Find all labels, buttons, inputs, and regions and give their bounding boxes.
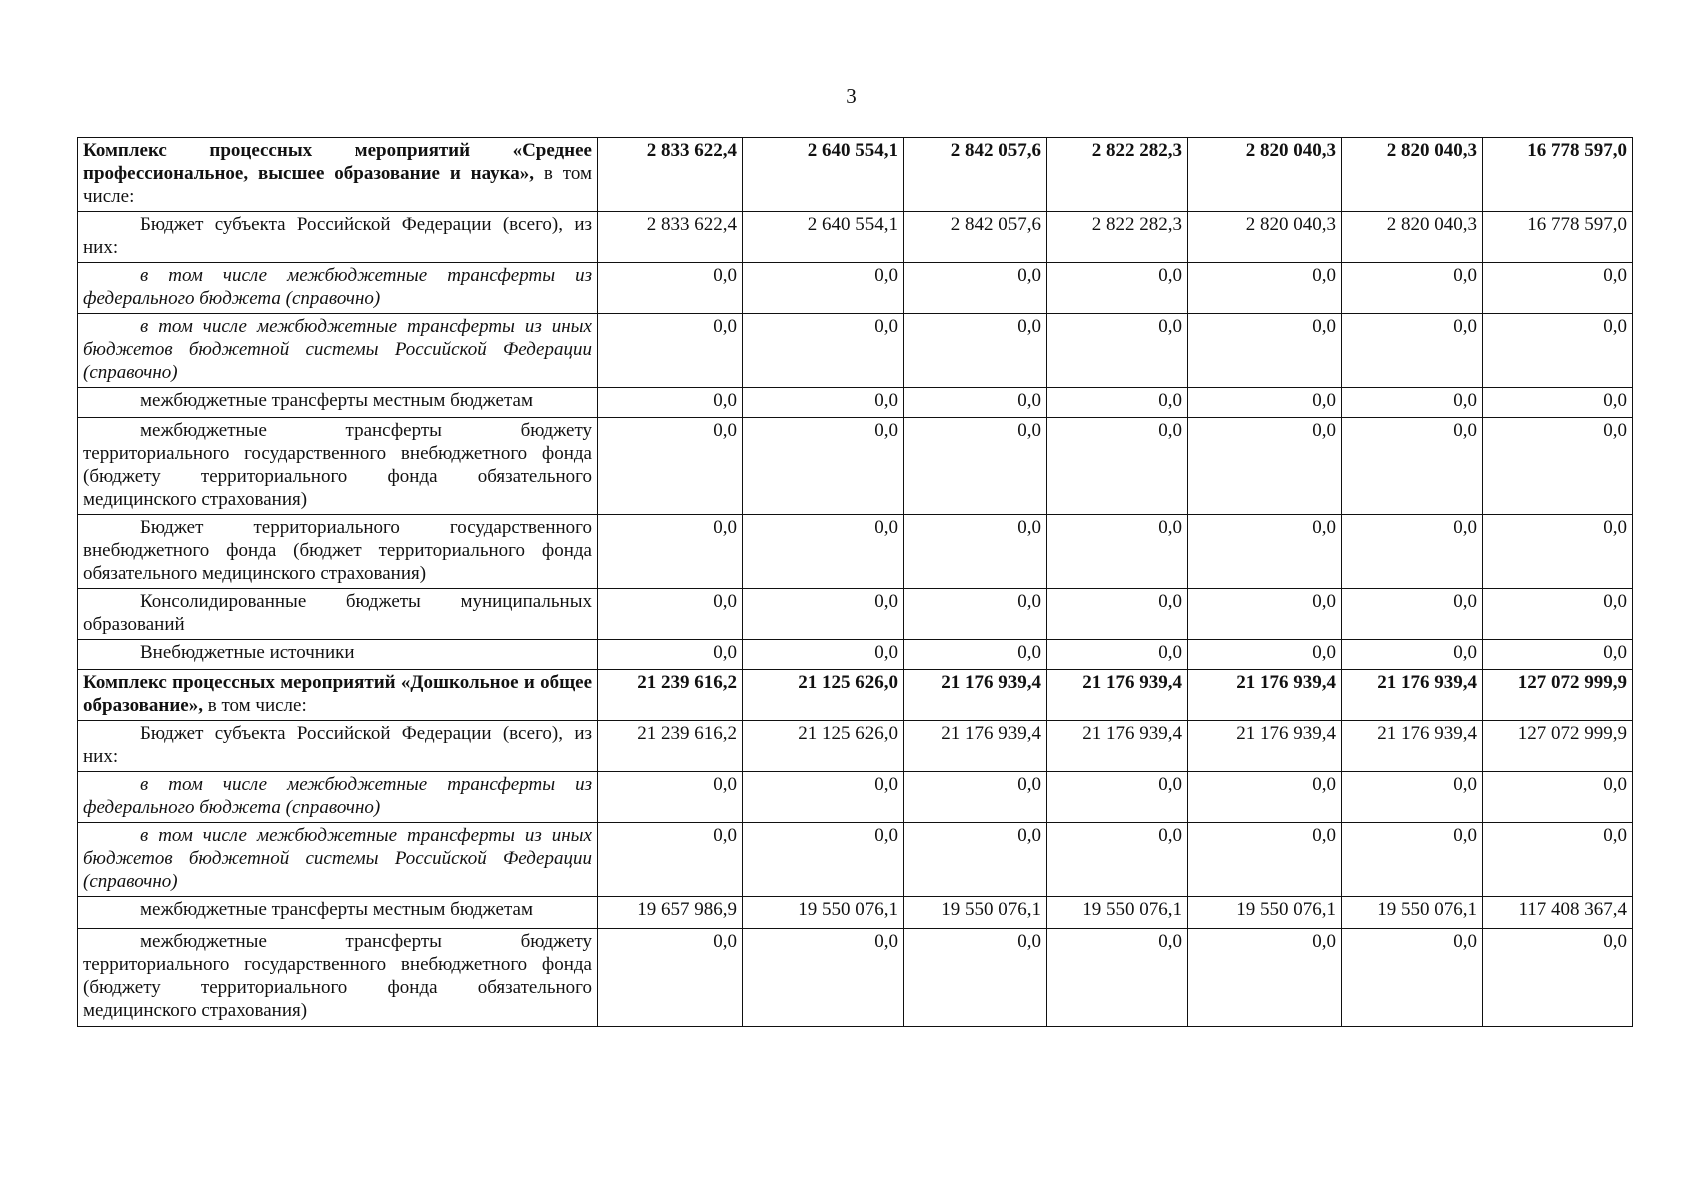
program-title: Комплекс процессных мероприятий «Среднее профессиональное, высшее образование и наука», xyxy=(83,140,592,184)
table-row xyxy=(78,929,1633,1027)
year-value-cell: 21 176 939,4 xyxy=(1342,670,1483,721)
row-label xyxy=(78,640,598,670)
row-label xyxy=(78,929,598,1027)
year-value-cell: 21 176 939,4 xyxy=(904,721,1047,772)
year-value-cell: 0,0 xyxy=(598,640,743,670)
year-value-cell: 21 176 939,4 xyxy=(1047,721,1188,772)
year-value-cell: 0,0 xyxy=(598,314,743,388)
year-value-cell: 2 640 554,1 xyxy=(743,212,904,263)
row-label xyxy=(78,670,598,721)
year-value-cell: 0,0 xyxy=(1047,772,1188,823)
year-value-cell: 21 176 939,4 xyxy=(904,670,1047,721)
budget-source-label: Бюджет субъекта Российской Федерации (всего), из них: xyxy=(83,723,592,767)
total-cell: 16 778 597,0 xyxy=(1483,212,1633,263)
row-label xyxy=(78,212,598,263)
year-value-cell: 0,0 xyxy=(1342,388,1483,418)
reference-label: в том числе межбюджетные трансферты из иных бюджетов бюджетной системы Российской Федерации (справочно) xyxy=(83,316,592,383)
year-value-cell: 0,0 xyxy=(598,589,743,640)
year-value-cell: 0,0 xyxy=(904,515,1047,589)
year-value-cell: 21 176 939,4 xyxy=(1047,670,1188,721)
year-value-cell: 0,0 xyxy=(743,640,904,670)
year-value-cell: 0,0 xyxy=(1342,929,1483,1027)
total-cell: 0,0 xyxy=(1483,589,1633,640)
year-value-cell: 21 176 939,4 xyxy=(1188,721,1342,772)
year-value-cell: 0,0 xyxy=(1047,640,1188,670)
row-label xyxy=(78,823,598,897)
year-value-cell: 0,0 xyxy=(1188,515,1342,589)
year-value-cell: 0,0 xyxy=(743,418,904,515)
year-value-cell: 2 820 040,3 xyxy=(1188,138,1342,212)
year-value-cell: 0,0 xyxy=(904,929,1047,1027)
year-value-cell: 0,0 xyxy=(598,263,743,314)
year-value-cell: 0,0 xyxy=(1047,515,1188,589)
year-value-cell: 0,0 xyxy=(904,418,1047,515)
total-cell: 0,0 xyxy=(1483,772,1633,823)
row-label xyxy=(78,515,598,589)
year-value-cell: 2 820 040,3 xyxy=(1342,212,1483,263)
page-number: 3 xyxy=(846,84,857,108)
total-cell: 0,0 xyxy=(1483,263,1633,314)
row-label xyxy=(78,263,598,314)
table-row xyxy=(78,772,1633,823)
year-value-cell: 2 640 554,1 xyxy=(743,138,904,212)
year-value-cell: 21 239 616,2 xyxy=(598,670,743,721)
year-value-cell: 0,0 xyxy=(1188,823,1342,897)
total-cell: 16 778 597,0 xyxy=(1483,138,1633,212)
year-value-cell: 0,0 xyxy=(1342,515,1483,589)
year-value-cell: 19 550 076,1 xyxy=(904,897,1047,929)
year-value-cell: 21 125 626,0 xyxy=(743,721,904,772)
year-value-cell: 0,0 xyxy=(743,263,904,314)
budget-table xyxy=(77,137,1633,1027)
year-value-cell: 0,0 xyxy=(743,388,904,418)
table-row xyxy=(78,515,1633,589)
row-label xyxy=(78,772,598,823)
reference-label: в том числе межбюджетные трансферты из федерального бюджета (справочно) xyxy=(83,774,592,818)
table-row-program xyxy=(78,138,1633,212)
year-value-cell: 0,0 xyxy=(904,772,1047,823)
table-row xyxy=(78,418,1633,515)
year-value-cell: 0,0 xyxy=(1047,314,1188,388)
year-value-cell: 0,0 xyxy=(1047,388,1188,418)
year-value-cell: 2 833 622,4 xyxy=(598,212,743,263)
year-value-cell: 2 833 622,4 xyxy=(598,138,743,212)
year-value-cell: 0,0 xyxy=(1047,418,1188,515)
year-value-cell: 0,0 xyxy=(1047,929,1188,1027)
total-cell: 0,0 xyxy=(1483,418,1633,515)
year-value-cell: 0,0 xyxy=(1342,314,1483,388)
total-cell: 127 072 999,9 xyxy=(1483,670,1633,721)
year-value-cell: 0,0 xyxy=(598,929,743,1027)
total-cell: 0,0 xyxy=(1483,823,1633,897)
table-row xyxy=(78,314,1633,388)
year-value-cell: 0,0 xyxy=(598,418,743,515)
table-row xyxy=(78,897,1633,929)
budget-source-label: межбюджетные трансферты местным бюджетам xyxy=(140,899,533,920)
year-value-cell: 2 820 040,3 xyxy=(1342,138,1483,212)
row-label xyxy=(78,388,598,418)
year-value-cell: 0,0 xyxy=(904,263,1047,314)
year-value-cell: 0,0 xyxy=(743,772,904,823)
year-value-cell: 2 820 040,3 xyxy=(1188,212,1342,263)
year-value-cell: 0,0 xyxy=(904,823,1047,897)
table-row xyxy=(78,640,1633,670)
year-value-cell: 2 842 057,6 xyxy=(904,212,1047,263)
table-row xyxy=(78,212,1633,263)
year-value-cell: 0,0 xyxy=(1188,314,1342,388)
total-cell: 0,0 xyxy=(1483,388,1633,418)
year-value-cell: 0,0 xyxy=(904,388,1047,418)
year-value-cell: 0,0 xyxy=(598,388,743,418)
year-value-cell: 0,0 xyxy=(598,772,743,823)
year-value-cell: 19 657 986,9 xyxy=(598,897,743,929)
reference-label: в том числе межбюджетные трансферты из иных бюджетов бюджетной системы Российской Федерации (справочно) xyxy=(83,825,592,892)
year-value-cell: 0,0 xyxy=(743,589,904,640)
year-value-cell: 0,0 xyxy=(743,314,904,388)
total-cell: 127 072 999,9 xyxy=(1483,721,1633,772)
year-value-cell: 19 550 076,1 xyxy=(1188,897,1342,929)
year-value-cell: 0,0 xyxy=(1188,772,1342,823)
total-cell: 0,0 xyxy=(1483,929,1633,1027)
year-value-cell: 0,0 xyxy=(1342,589,1483,640)
row-label xyxy=(78,721,598,772)
year-value-cell: 0,0 xyxy=(1188,388,1342,418)
year-value-cell: 0,0 xyxy=(904,589,1047,640)
table-row xyxy=(78,388,1633,418)
year-value-cell: 2 822 282,3 xyxy=(1047,138,1188,212)
table-row xyxy=(78,721,1633,772)
year-value-cell: 0,0 xyxy=(1188,640,1342,670)
row-label xyxy=(78,589,598,640)
year-value-cell: 0,0 xyxy=(743,929,904,1027)
year-value-cell: 0,0 xyxy=(598,515,743,589)
budget-source-label: межбюджетные трансферты бюджету территориального государственного внебюджетного фонда (бюджету территориального фонда обязательного медицинского страхования) xyxy=(83,420,592,510)
year-value-cell: 21 176 939,4 xyxy=(1342,721,1483,772)
year-value-cell: 0,0 xyxy=(1188,263,1342,314)
year-value-cell: 21 239 616,2 xyxy=(598,721,743,772)
total-cell: 0,0 xyxy=(1483,640,1633,670)
year-value-cell: 0,0 xyxy=(1047,263,1188,314)
year-value-cell: 0,0 xyxy=(1342,418,1483,515)
year-value-cell: 0,0 xyxy=(1342,263,1483,314)
year-value-cell: 0,0 xyxy=(743,823,904,897)
year-value-cell: 0,0 xyxy=(598,823,743,897)
total-cell: 0,0 xyxy=(1483,515,1633,589)
program-title-suffix: в том числе: xyxy=(83,163,592,207)
year-value-cell: 0,0 xyxy=(1188,418,1342,515)
year-value-cell: 21 176 939,4 xyxy=(1188,670,1342,721)
year-value-cell: 21 125 626,0 xyxy=(743,670,904,721)
year-value-cell: 19 550 076,1 xyxy=(1342,897,1483,929)
row-label xyxy=(78,418,598,515)
table-row-program xyxy=(78,670,1633,721)
year-value-cell: 0,0 xyxy=(1342,640,1483,670)
year-value-cell: 0,0 xyxy=(1047,589,1188,640)
year-value-cell: 2 842 057,6 xyxy=(904,138,1047,212)
budget-source-label: межбюджетные трансферты бюджету территориального государственного внебюджетного фонда (бюджету территориального фонда обязательного медицинского страхования) xyxy=(83,931,592,1021)
program-title: Комплекс процессных мероприятий «Дошкольное и общее образование», xyxy=(83,672,592,716)
total-cell: 117 408 367,4 xyxy=(1483,897,1633,929)
year-value-cell: 0,0 xyxy=(1188,589,1342,640)
year-value-cell: 0,0 xyxy=(743,515,904,589)
year-value-cell: 0,0 xyxy=(1342,772,1483,823)
row-label xyxy=(78,314,598,388)
budget-source-label: Бюджет субъекта Российской Федерации (всего), из них: xyxy=(83,214,592,258)
budget-source-label: межбюджетные трансферты местным бюджетам xyxy=(140,390,533,411)
budget-source-label: Консолидированные бюджеты муниципальных образований xyxy=(83,591,592,635)
year-value-cell: 0,0 xyxy=(1188,929,1342,1027)
reference-label: в том числе межбюджетные трансферты из федерального бюджета (справочно) xyxy=(83,265,592,309)
year-value-cell: 19 550 076,1 xyxy=(1047,897,1188,929)
table-row xyxy=(78,263,1633,314)
table-row xyxy=(78,589,1633,640)
budget-source-label: Внебюджетные источники xyxy=(140,642,355,663)
year-value-cell: 0,0 xyxy=(1047,823,1188,897)
budget-source-label: Бюджет территориального государственного внебюджетного фонда (бюджет территориального фонда обязательного медицинского страхования) xyxy=(83,517,592,584)
program-title-suffix: в том числе: xyxy=(202,695,307,716)
year-value-cell: 2 822 282,3 xyxy=(1047,212,1188,263)
row-label xyxy=(78,138,598,212)
year-value-cell: 0,0 xyxy=(904,314,1047,388)
year-value-cell: 0,0 xyxy=(1342,823,1483,897)
row-label xyxy=(78,897,598,929)
table-row xyxy=(78,823,1633,897)
year-value-cell: 19 550 076,1 xyxy=(743,897,904,929)
year-value-cell: 0,0 xyxy=(904,640,1047,670)
total-cell: 0,0 xyxy=(1483,314,1633,388)
